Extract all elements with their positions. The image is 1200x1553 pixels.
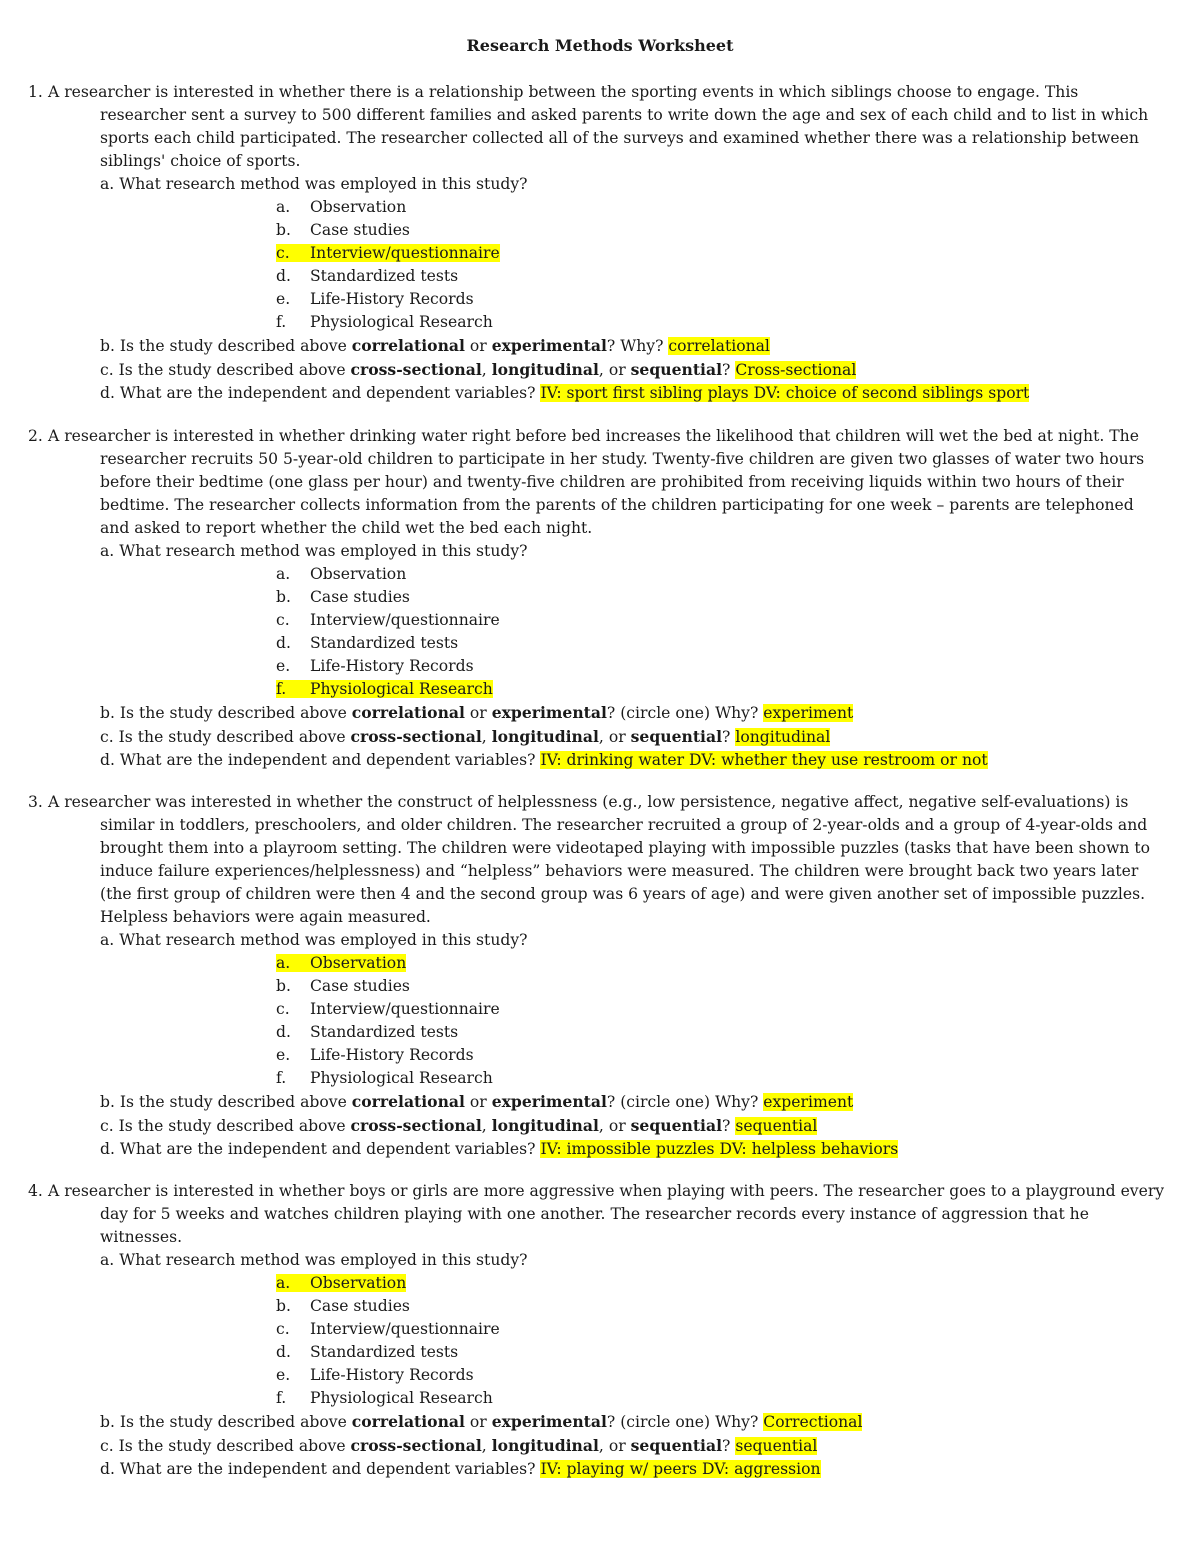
option-letter: a. bbox=[276, 565, 291, 583]
question-number: 2. bbox=[28, 427, 43, 445]
option-letter: e. bbox=[276, 657, 291, 675]
option-label: Life-History Records bbox=[310, 290, 474, 308]
part-c-suffix: ? bbox=[722, 361, 736, 379]
part-d-prompt: d. What are the independent and dependent variables? bbox=[100, 384, 541, 402]
question-2 bbox=[28, 425, 1168, 772]
part-b-or: or bbox=[464, 337, 492, 355]
option-item bbox=[28, 1021, 1168, 1044]
part-b-prefix: b. Is the study described above bbox=[100, 1093, 352, 1111]
option-letter: b. bbox=[276, 977, 291, 995]
term-cross-sectional: cross-sectional bbox=[350, 727, 482, 746]
term-cross-sectional: cross-sectional bbox=[350, 360, 482, 379]
option-label: Physiological Research bbox=[310, 1389, 493, 1407]
option-text bbox=[276, 1069, 493, 1087]
part-b-answer: correlational bbox=[668, 337, 770, 355]
part-c-suffix: ? bbox=[722, 1117, 736, 1135]
option-item bbox=[28, 288, 1168, 311]
option-item bbox=[28, 196, 1168, 219]
option-text bbox=[276, 1000, 500, 1018]
option-text bbox=[276, 198, 406, 216]
method-options bbox=[28, 563, 1168, 701]
part-b-line bbox=[28, 334, 1168, 358]
option-letter: f. bbox=[276, 680, 287, 698]
part-b-answer: experiment bbox=[763, 1093, 854, 1111]
option-letter: c. bbox=[276, 244, 290, 262]
part-c-prefix: c. Is the study described above bbox=[100, 361, 351, 379]
option-text bbox=[276, 1023, 458, 1041]
option-text bbox=[276, 611, 500, 629]
option-item bbox=[28, 1341, 1168, 1364]
option-letter: b. bbox=[276, 1297, 291, 1315]
option-text bbox=[276, 1366, 474, 1384]
part-c-comma: , bbox=[481, 1437, 492, 1455]
option-letter: a. bbox=[276, 954, 291, 972]
option-text bbox=[276, 267, 458, 285]
question-1 bbox=[28, 81, 1168, 405]
option-letter: c. bbox=[276, 1320, 290, 1338]
term-longitudinal: longitudinal bbox=[491, 1436, 599, 1455]
option-label: Life-History Records bbox=[310, 1046, 474, 1064]
part-b-line bbox=[28, 1410, 1168, 1434]
term-correlational: correlational bbox=[351, 1092, 465, 1111]
option-label: Standardized tests bbox=[310, 634, 459, 652]
option-letter: d. bbox=[276, 1023, 291, 1041]
option-label: Life-History Records bbox=[310, 657, 474, 675]
part-b-or: or bbox=[464, 1093, 492, 1111]
term-longitudinal: longitudinal bbox=[491, 727, 599, 746]
option-letter: c. bbox=[276, 611, 290, 629]
option-item bbox=[28, 265, 1168, 288]
option-text bbox=[276, 313, 493, 331]
option-item bbox=[28, 975, 1168, 998]
option-item bbox=[28, 1295, 1168, 1318]
option-item bbox=[28, 678, 1168, 701]
option-item bbox=[28, 998, 1168, 1021]
option-text bbox=[276, 1320, 500, 1338]
part-a-text: a. What research method was employed in this study? bbox=[100, 931, 528, 949]
method-options bbox=[28, 952, 1168, 1090]
term-sequential: sequential bbox=[630, 1116, 722, 1135]
part-c-comma: , bbox=[481, 1117, 492, 1135]
part-b-suffix: ? (circle one) Why? bbox=[606, 1093, 764, 1111]
term-sequential: sequential bbox=[630, 1436, 722, 1455]
part-d-line bbox=[28, 1138, 1168, 1161]
part-b-answer: experiment bbox=[763, 704, 854, 722]
part-c-suffix: ? bbox=[722, 1437, 736, 1455]
page-title: Research Methods Worksheet bbox=[466, 36, 734, 55]
option-label: Case studies bbox=[310, 588, 410, 606]
selected-answer-highlight bbox=[276, 244, 500, 262]
part-d-prompt: d. What are the independent and dependent variables? bbox=[100, 1140, 541, 1158]
option-label: Observation bbox=[310, 1274, 407, 1292]
option-letter: c. bbox=[276, 1000, 290, 1018]
option-item bbox=[28, 952, 1168, 975]
term-correlational: correlational bbox=[351, 703, 465, 722]
option-item bbox=[28, 242, 1168, 265]
part-d-line bbox=[28, 382, 1168, 405]
option-text bbox=[276, 1389, 493, 1407]
selected-answer-highlight bbox=[276, 680, 493, 698]
part-c-or: , or bbox=[598, 361, 631, 379]
option-text bbox=[276, 221, 410, 239]
option-letter: f. bbox=[276, 1069, 287, 1087]
part-b-prefix: b. Is the study described above bbox=[100, 337, 352, 355]
term-longitudinal: longitudinal bbox=[491, 1116, 599, 1135]
part-b-suffix: ? Why? bbox=[606, 337, 669, 355]
option-text bbox=[276, 657, 474, 675]
term-correlational: correlational bbox=[351, 1412, 465, 1431]
part-d-line bbox=[28, 1458, 1168, 1481]
option-label: Interview/questionnaire bbox=[310, 1320, 500, 1338]
part-b-line bbox=[28, 1090, 1168, 1114]
question-text-block bbox=[28, 81, 1168, 173]
option-text bbox=[276, 588, 410, 606]
part-c-answer: sequential bbox=[735, 1437, 818, 1455]
option-text bbox=[276, 1046, 474, 1064]
term-sequential: sequential bbox=[630, 727, 722, 746]
term-cross-sectional: cross-sectional bbox=[350, 1436, 482, 1455]
question-text: A researcher is interested in whether boys or girls are more aggressive when playing with peers. The researcher goes to a playground every day for 5 weeks and watches children playing with one another. The researcher records every instance of aggression that he witnesses. bbox=[48, 1182, 1165, 1246]
part-d-answer: IV: impossible puzzles DV: helpless behaviors bbox=[540, 1140, 899, 1158]
part-a-prompt bbox=[28, 173, 1168, 196]
part-a-text: a. What research method was employed in this study? bbox=[100, 1251, 528, 1269]
part-c-answer: longitudinal bbox=[735, 728, 831, 746]
option-letter: d. bbox=[276, 634, 291, 652]
option-item bbox=[28, 563, 1168, 586]
part-d-line bbox=[28, 749, 1168, 772]
part-c-line bbox=[28, 1114, 1168, 1138]
option-item bbox=[28, 655, 1168, 678]
option-letter: f. bbox=[276, 313, 287, 331]
option-letter: e. bbox=[276, 1366, 291, 1384]
option-item bbox=[28, 1364, 1168, 1387]
option-text bbox=[276, 977, 410, 995]
part-a-prompt bbox=[28, 1249, 1168, 1272]
part-c-prefix: c. Is the study described above bbox=[100, 1117, 351, 1135]
option-letter: b. bbox=[276, 588, 291, 606]
part-a-prompt bbox=[28, 540, 1168, 563]
part-b-or: or bbox=[464, 704, 492, 722]
question-text-block bbox=[28, 425, 1168, 540]
question-4 bbox=[28, 1180, 1168, 1481]
part-c-line bbox=[28, 1434, 1168, 1458]
option-item bbox=[28, 586, 1168, 609]
option-letter: d. bbox=[276, 1343, 291, 1361]
question-number: 1. bbox=[28, 83, 43, 101]
option-letter: a. bbox=[276, 1274, 291, 1292]
option-letter: e. bbox=[276, 1046, 291, 1064]
part-a-text: a. What research method was employed in this study? bbox=[100, 542, 528, 560]
option-text bbox=[276, 1343, 458, 1361]
part-c-suffix: ? bbox=[722, 728, 736, 746]
question-text: A researcher is interested in whether there is a relationship between the sporting events in which siblings choose to engage. This researcher sent a survey to 500 different families and asked parents to write down the age and sex of each child and to list in which sports each child participated. The researcher collected all of the surveys and examined whether there was a relationship between siblings' choice of sports. bbox=[48, 83, 1149, 170]
method-options bbox=[28, 196, 1168, 334]
option-item bbox=[28, 1272, 1168, 1295]
option-label: Interview/questionnaire bbox=[310, 244, 500, 262]
part-c-or: , or bbox=[598, 728, 631, 746]
option-label: Standardized tests bbox=[310, 1023, 459, 1041]
part-d-answer: IV: sport first sibling plays DV: choice of second siblings sport bbox=[540, 384, 1030, 402]
option-label: Case studies bbox=[310, 1297, 410, 1315]
part-b-prefix: b. Is the study described above bbox=[100, 704, 352, 722]
term-experimental: experimental bbox=[491, 1092, 607, 1111]
part-b-prefix: b. Is the study described above bbox=[100, 1413, 352, 1431]
option-label: Observation bbox=[310, 565, 407, 583]
option-label: Standardized tests bbox=[310, 1343, 459, 1361]
question-number: 3. bbox=[28, 793, 43, 811]
question-text-block bbox=[28, 1180, 1168, 1249]
part-b-answer: Correctional bbox=[763, 1413, 863, 1431]
option-text bbox=[276, 565, 406, 583]
option-label: Case studies bbox=[310, 221, 410, 239]
option-label: Life-History Records bbox=[310, 1366, 474, 1384]
option-item bbox=[28, 632, 1168, 655]
part-d-prompt: d. What are the independent and dependent variables? bbox=[100, 1460, 541, 1478]
term-experimental: experimental bbox=[491, 1412, 607, 1431]
option-label: Physiological Research bbox=[310, 313, 493, 331]
term-experimental: experimental bbox=[491, 336, 607, 355]
option-label: Interview/questionnaire bbox=[310, 1000, 500, 1018]
option-item bbox=[28, 311, 1168, 334]
option-item bbox=[28, 1044, 1168, 1067]
part-c-answer: sequential bbox=[735, 1117, 818, 1135]
part-b-line bbox=[28, 701, 1168, 725]
term-experimental: experimental bbox=[491, 703, 607, 722]
option-item bbox=[28, 609, 1168, 632]
part-b-or: or bbox=[464, 1413, 492, 1431]
option-label: Physiological Research bbox=[310, 680, 493, 698]
part-d-answer: IV: drinking water DV: whether they use restroom or not bbox=[540, 751, 988, 769]
question-3 bbox=[28, 791, 1168, 1161]
part-c-or: , or bbox=[598, 1117, 631, 1135]
option-letter: d. bbox=[276, 267, 291, 285]
part-c-comma: , bbox=[481, 361, 492, 379]
term-cross-sectional: cross-sectional bbox=[350, 1116, 482, 1135]
selected-answer-highlight bbox=[276, 954, 406, 972]
question-number: 4. bbox=[28, 1182, 43, 1200]
part-a-prompt bbox=[28, 929, 1168, 952]
part-c-prefix: c. Is the study described above bbox=[100, 728, 351, 746]
option-item bbox=[28, 219, 1168, 242]
option-text bbox=[276, 1297, 410, 1315]
option-item bbox=[28, 1318, 1168, 1341]
part-d-answer: IV: playing w/ peers DV: aggression bbox=[540, 1460, 821, 1478]
part-c-line bbox=[28, 358, 1168, 382]
option-label: Observation bbox=[310, 954, 407, 972]
option-item bbox=[28, 1067, 1168, 1090]
part-a-text: a. What research method was employed in this study? bbox=[100, 175, 528, 193]
option-label: Interview/questionnaire bbox=[310, 611, 500, 629]
part-b-suffix: ? (circle one) Why? bbox=[606, 704, 764, 722]
option-label: Physiological Research bbox=[310, 1069, 493, 1087]
option-letter: a. bbox=[276, 198, 291, 216]
term-longitudinal: longitudinal bbox=[491, 360, 599, 379]
option-letter: b. bbox=[276, 221, 291, 239]
option-letter: f. bbox=[276, 1389, 287, 1407]
option-item bbox=[28, 1387, 1168, 1410]
term-correlational: correlational bbox=[351, 336, 465, 355]
part-c-line bbox=[28, 725, 1168, 749]
term-sequential: sequential bbox=[630, 360, 722, 379]
part-c-or: , or bbox=[598, 1437, 631, 1455]
option-text bbox=[276, 634, 458, 652]
question-text-block bbox=[28, 791, 1168, 929]
part-c-comma: , bbox=[481, 728, 492, 746]
method-options bbox=[28, 1272, 1168, 1410]
part-b-suffix: ? (circle one) Why? bbox=[606, 1413, 764, 1431]
option-label: Case studies bbox=[310, 977, 410, 995]
part-c-answer: Cross-sectional bbox=[735, 361, 857, 379]
part-d-prompt: d. What are the independent and dependent variables? bbox=[100, 751, 541, 769]
option-label: Standardized tests bbox=[310, 267, 459, 285]
option-letter: e. bbox=[276, 290, 291, 308]
question-text: A researcher is interested in whether drinking water right before bed increases the likelihood that children will wet the bed at night. The researcher recruits 50 5-year-old children to participate in her study. Twenty-five children are given two glasses of water two hours before their bedtime (one glass per hour) and twenty-five children are prohibited from receiving liquids within two hours of their bedtime. The researcher collects information from the parents of the children participating for one week – parents are telephoned and asked to report whether the child wet the bed each night. bbox=[48, 427, 1145, 537]
question-text: A researcher was interested in whether the construct of helplessness (e.g., low persistence, negative affect, negative self-evaluations) is similar in toddlers, preschoolers, and older children. The researcher recruited a group of 2-year-olds and a group of 4-year-olds and brought them into a playroom setting. The children were videotaped playing with impossible puzzles (tasks that have been shown to induce failure experiences/helplessness) and “helpless” behaviors were measured. The children were brought back two years later (the first group of children were then 4 and the second group was 6 years of age) and were given another set of impossible puzzles. Helpless behaviors were again measured. bbox=[48, 793, 1151, 926]
selected-answer-highlight bbox=[276, 1274, 406, 1292]
part-c-prefix: c. Is the study described above bbox=[100, 1437, 351, 1455]
option-label: Observation bbox=[310, 198, 407, 216]
option-text bbox=[276, 290, 474, 308]
